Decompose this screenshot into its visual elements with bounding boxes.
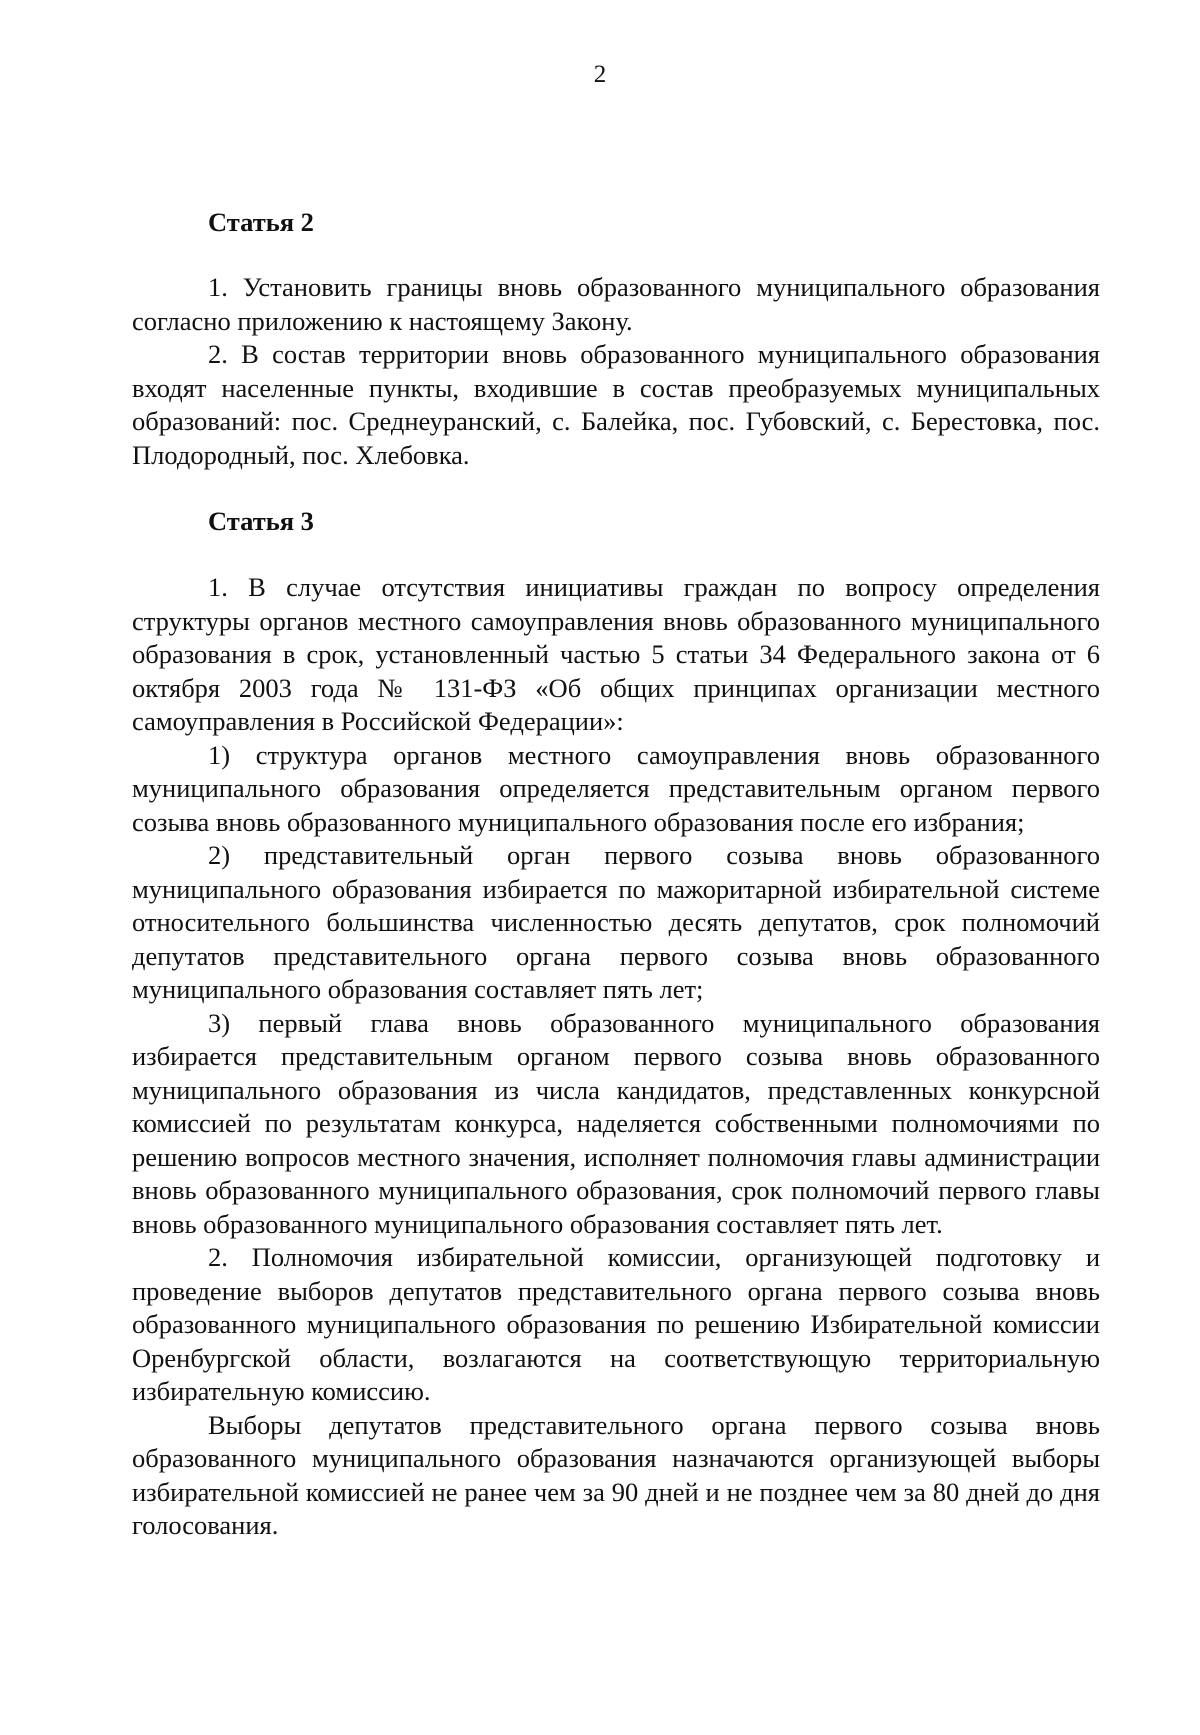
article-2-paragraph: 2. В состав территории вновь образованного муниципального образования входят населенные пункты, входившие в состав преобразуемых муниципальных образований: пос. Среднеуранский, с. Балейка, пос. Губовский, с. Берестовка, пос. Плодородный, пос. Хлебовка. [132, 339, 1100, 470]
document-body [132, 205, 1100, 1543]
article-3-paragraph: 2. Полномочия избирательной комиссии, организующей подготовку и проведение выборов депутатов представительного органа первого созыва вновь образованного муниципального образования по решению Избирательной комиссии Оренбургской области, возлагаются на соответствующую территориальную избирательную комиссию. [132, 1242, 1100, 1406]
article-2-paragraph: 1. Установить границы вновь образованного муниципального образования согласно приложению к настоящему Закону. [132, 272, 1100, 336]
page-number: 2 [593, 61, 607, 88]
article-3-paragraph: 2) представительный орган первого созыва вновь образованного муниципального образования избирается по мажоритарной избирательной системе относительного большинства численностью десять депутатов, срок полномочий депутатов представительного органа первого созыва вновь образованного муниципального образования составляет пять лет; [132, 840, 1100, 1004]
article-3-heading: Статья 3 [208, 506, 314, 536]
article-3-paragraph: Выборы депутатов представительного органа первого созыва вновь образованного муниципального образования назначаются организующей выборы избирательной комиссией не ранее чем за 90 дней и не позднее чем за 80 дней до дня голосования. [132, 1409, 1100, 1540]
article-3-paragraph: 1. В случае отсутствия инициативы граждан по вопросу определения структуры органов местного самоуправления вновь образованного муниципального образования в срок, установленный частью 5 статьи 34 Федерального закона от 6 октября 2003 года № 131-ФЗ «Об общих принципах организации местного самоуправления в Российской Федерации»: [132, 572, 1100, 736]
article-3-paragraph: 1) структура органов местного самоуправления вновь образованного муниципального образования определяется представительным органом первого созыва вновь образованного муниципального образования после его избрания; [132, 739, 1100, 837]
article-3-paragraph: 3) первый глава вновь образованного муниципального образования избирается представительным органом первого созыва вновь образованного муниципального образования из числа кандидатов, представленных конкурсной комиссией по результатам конкурса, наделяется собственными полномочиями по решению вопросов местного значения, исполняет полномочия главы администрации вновь образованного муниципального образования, срок полномочий первого главы вновь образованного муниципального образования составляет пять лет. [132, 1007, 1100, 1239]
article-2-heading: Статья 2 [208, 207, 314, 237]
